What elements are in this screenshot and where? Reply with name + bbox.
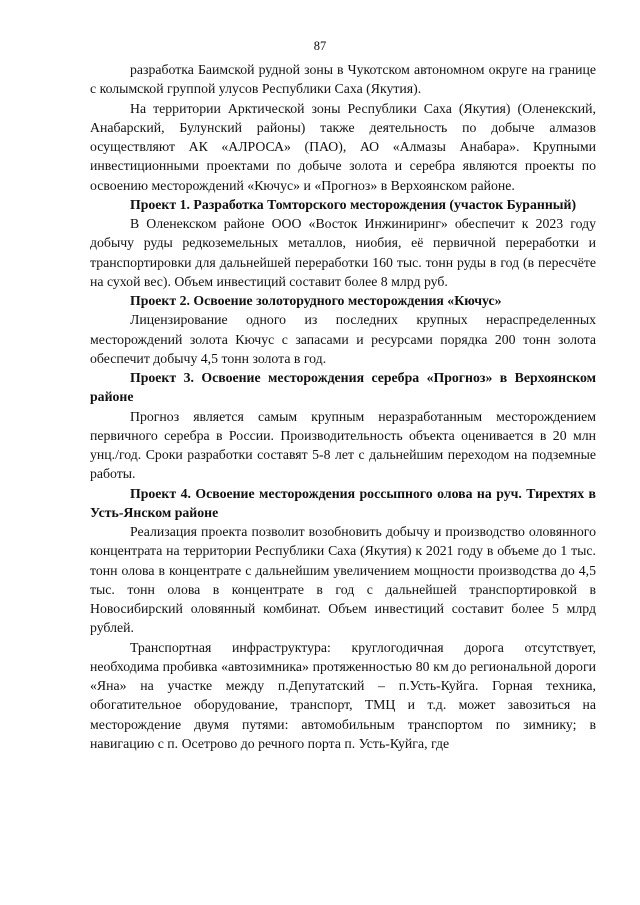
section-heading: Проект 3. Освоение месторождения серебра «Прогноз» в Верхоянском районе xyxy=(90,370,596,405)
paragraph: Реализация проекта позволит возобновить добычу и производство оловянного концентрата на территории Республики Саха (Якутия) к 2021 году в объеме до 1 тыс. тонн олова в концентрате с дальнейшим увеличением мощности производства до 4,5 тыс. тонн олова в концентрате в год с дальнейшей транспортировкой в Новосибирский оловянный комбинат. Объем инвестиций составит более 5 млрд рублей. xyxy=(90,524,596,636)
section-heading: Проект 2. Освоение золоторудного месторождения «Кючус» xyxy=(130,293,502,308)
paragraph: Лицензирование одного из последних крупных нераспределенных месторождений золота Кючус с запасами и ресурсами порядка 200 тонн золота обеспечит добычу 4,5 тонн золота в год. xyxy=(90,312,596,366)
section-heading: Проект 1. Разработка Томторского месторождения (участок Буранный) xyxy=(130,196,577,212)
section-heading: Проект 4. Освоение месторождения россыпного олова на руч. Тирехтях в Усть-Янском районе xyxy=(90,485,596,520)
paragraph: разработка Баимской рудной зоны в Чукотском автономном округе на границе с колымской группой улусов Республики Саха (Якутия). xyxy=(90,62,596,97)
paragraph: Прогноз является самым крупным неразработанным месторождением первичного серебра в России. Производительность объекта оценивается в 20 млн унц./год. Сроки разработки составят 5-8 лет с дальнейшим переходом на подземные работы. xyxy=(90,408,596,482)
page-number: 87 xyxy=(313,39,327,53)
paragraph: В Оленекском районе ООО «Восток Инжиниринг» обеспечит к 2023 году добычу руды редкоземельных металлов, ниобия, её первичной переработки и транспортировки для дальнейшей переработки 160 тыс. тонн руды в год (в пересчёте на сухой вес). Объем инвестиций составит более 8 млрд руб. xyxy=(90,216,596,289)
paragraph: Транспортная инфраструктура: круглогодичная дорога отсутствует, необходима пробивка «автозимника» протяженностью 80 км до региональной дороги «Яна» на участке между п.Депутатский – п.Усть-Куйга. Горная техника, обогатительное оборудование, транспорт, ТМЦ и т.д. может завозиться на месторождение двумя путями: автомобильным транспортом по зимнику; в навигацию с п. Осетрово до речного порта п. Усть-Куйга, где xyxy=(90,639,596,751)
page-body xyxy=(90,60,596,753)
paragraph: На территории Арктической зоны Республики Саха (Якутия) (Оленекский, Анабарский, Булунский районы) также деятельность по добыче алмазов осуществляют АК «АЛРОСА» (ПАО), АО «Алмазы Анабара». Крупными инвестиционными проектами по добыче золота и серебра являются проекты по освоению месторождений «Кючус» и «Прогноз» в Верхоянском районе. xyxy=(90,100,596,193)
